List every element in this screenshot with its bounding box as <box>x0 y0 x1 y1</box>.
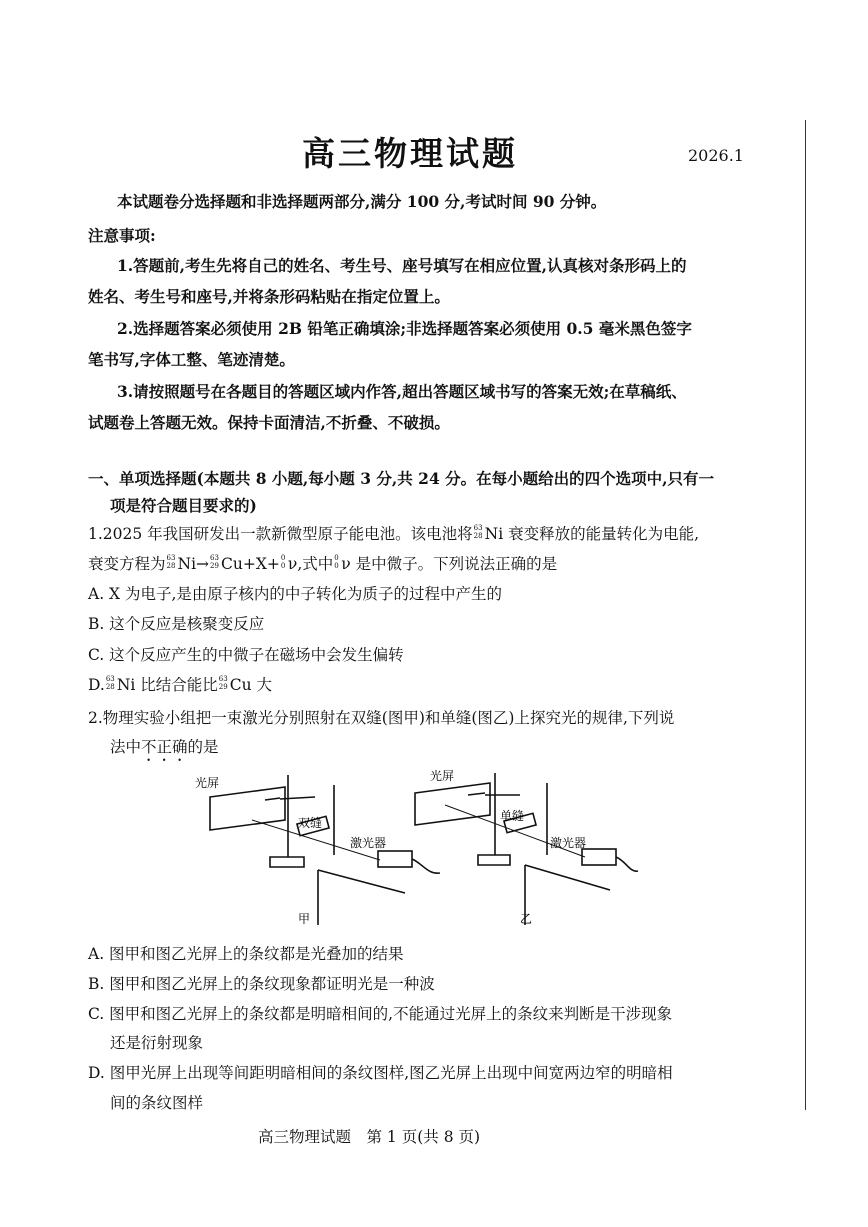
note-2-line-2: 笔书写,字体工整、笔迹清楚。 <box>88 350 295 369</box>
note-1-line-1: 1.答题前,考生先将自己的姓名、考生号、座号填写在相应位置,认真核对条形码上的 <box>117 256 687 275</box>
q2-option-d-line-2: 间的条纹图样 <box>110 1094 204 1112</box>
page-footer: 高三物理试题 第 1 页(共 8 页) <box>258 1128 481 1146</box>
q2-option-c-line-1: C. 图甲和图乙光屏上的条纹都是明暗相间的,不能通过光屏上的条纹来判断是干涉现象 <box>88 1005 673 1023</box>
right-screen-label: 光屏 <box>430 769 455 783</box>
right-laser-label: 激光器 <box>550 836 587 850</box>
q1-stem-line-2: 衰变方程为 63 28 Ni→ 63 29 Cu+X+ 0 0 ν,式中 0 0 ν 是中微子。下列说法正确的是 <box>88 554 558 573</box>
left-laser-label: 激光器 <box>350 836 387 850</box>
q2-option-a: A. 图甲和图乙光屏上的条纹都是光叠加的结果 <box>88 945 404 963</box>
q2-option-b: B. 图甲和图乙光屏上的条纹现象都证明光是一种波 <box>88 975 435 993</box>
right-margin-rule <box>805 120 806 1110</box>
slit-experiment-figure <box>190 765 640 930</box>
right-stand-base <box>478 855 510 865</box>
left-slit-label: 双缝 <box>298 816 323 830</box>
q2-option-d-line-1: D. 图甲光屏上出现等间距明暗相间的条纹图样,图乙光屏上出现中间宽两边窄的明暗相 <box>88 1064 673 1082</box>
q1-option-c: C. 这个反应产生的中微子在磁场中会发生偏转 <box>88 646 404 664</box>
note-2-line-1: 2.选择题答案必须使用 2B 铅笔正确填涂;非选择题答案必须使用 0.5 毫米黑色签字 <box>117 319 692 338</box>
q1-option-d: D. 63 28 Ni 比结合能比 63 29 Cu 大 <box>88 675 273 694</box>
q2-stem-line-2: 法中不正确的是 <box>110 738 219 756</box>
left-caption: 甲 <box>298 912 311 926</box>
q2-stem-line-1: 2.物理实验小组把一束激光分别照射在双缝(图甲)和单缝(图乙)上探究光的规律,下列说 <box>88 709 675 727</box>
right-slit-label: 单缝 <box>500 809 525 823</box>
left-laser <box>378 851 412 867</box>
emphasis-not-correct: 不正确 <box>141 738 188 756</box>
note-1-line-2: 姓名、考生号和座号,并将条形码粘贴在指定位置上。 <box>88 287 450 306</box>
exam-date: 2026.1 <box>688 146 744 165</box>
left-screen <box>210 787 285 830</box>
cu-isotope: 63 29 <box>210 554 219 570</box>
q1-stem-line-1: 1.2025 年我国研发出一款新微型原子能电池。该电池将 63 28 Ni 衰变释放的能量转化为电能, <box>88 524 700 543</box>
section-heading-line-2: 项是符合题目要求的) <box>110 496 257 515</box>
intro-text: 本试题卷分选择题和非选择题两部分,满分 100 分,考试时间 90 分钟。 <box>117 192 607 211</box>
q1-option-a: A. X 为电子,是由原子核内的中子转化为质子的过程中产生的 <box>88 585 502 603</box>
note-3-line-1: 3.请按照题号在各题目的答题区域内作答,超出答题区域书写的答案无效;在草稿纸、 <box>117 382 687 401</box>
left-stand-base <box>270 857 304 867</box>
ni-isotope: 63 28 <box>473 524 483 540</box>
neutrino-symbol: 0 0 <box>280 554 286 570</box>
notes-heading: 注意事项: <box>88 226 156 245</box>
note-3-line-2: 试题卷上答题无效。保持卡面清洁,不折叠、不破损。 <box>88 413 450 432</box>
section-heading-line-1: 一、单项选择题(本题共 8 小题,每小题 3 分,共 24 分。在每小题给出的四个选项中,只有一 <box>88 469 715 488</box>
right-caption: 乙 <box>520 912 533 926</box>
left-screen-label: 光屏 <box>195 776 220 790</box>
right-laser <box>582 849 616 865</box>
q2-option-c-line-2: 还是衍射现象 <box>110 1034 204 1052</box>
page-title: 高三物理试题 <box>302 134 518 173</box>
right-screen <box>415 783 490 825</box>
q1-option-b: B. 这个反应是核聚变反应 <box>88 615 265 633</box>
